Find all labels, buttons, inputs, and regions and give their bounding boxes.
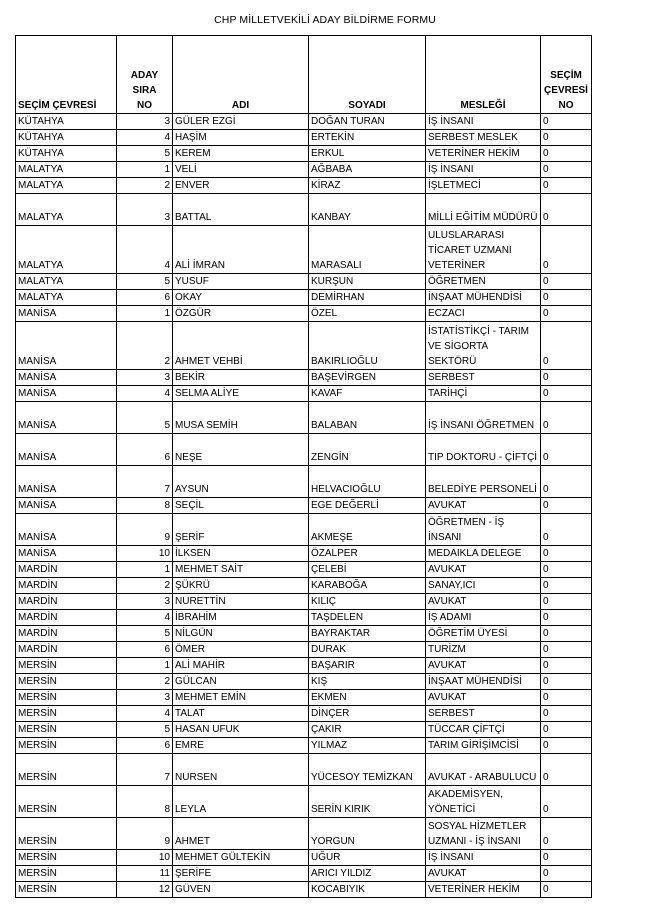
document-title: CHP MİLLETVEKİLİ ADAY BİLDİRME FORMU [214, 14, 436, 26]
cell-aday-sira-no: 3 [117, 194, 173, 226]
cell-aday-sira-no: 3 [117, 370, 173, 386]
cell-secim-cevresi-no: 0 [541, 786, 592, 818]
cell-soyadi: BAŞARIR [309, 658, 426, 674]
cell-secim-cevresi: MARDİN [16, 610, 117, 626]
cell-adi: ŞERİFE [173, 866, 309, 882]
cell-secim-cevresi-no: 0 [541, 738, 592, 754]
cell-secim-cevresi: MERSİN [16, 690, 117, 706]
cell-secim-cevresi-no: 0 [541, 562, 592, 578]
cell-adi: AHMET [173, 818, 309, 850]
cell-soyadi: DOĞAN TURAN [309, 114, 426, 130]
cell-secim-cevresi: MARDİN [16, 578, 117, 594]
cell-aday-sira-no: 7 [117, 754, 173, 786]
cell-secim-cevresi-no: 0 [541, 578, 592, 594]
cell-secim-cevresi-no: 0 [541, 594, 592, 610]
cell-adi: GÜVEN [173, 882, 309, 898]
cell-meslegi: TARIM GİRİŞİMCİSİ [426, 738, 541, 754]
header-soyadi: SOYADI [309, 36, 426, 114]
cell-aday-sira-no: 4 [117, 610, 173, 626]
cell-meslegi: MİLLİ EĞİTİM MÜDÜRÜ [426, 194, 541, 226]
cell-soyadi: ARICI YILDIZ [309, 866, 426, 882]
cell-aday-sira-no: 1 [117, 562, 173, 578]
cell-secim-cevresi: MARDİN [16, 626, 117, 642]
table-row [16, 274, 592, 290]
table-row [16, 370, 592, 386]
cell-adi: ENVER [173, 178, 309, 194]
cell-meslegi: TIP DOKTORU - ÇİFTÇİ [426, 434, 541, 466]
cell-adi: SELMA ALİYE [173, 386, 309, 402]
cell-secim-cevresi: MANİSA [16, 498, 117, 514]
cell-secim-cevresi-no: 0 [541, 546, 592, 562]
cell-meslegi: İSTATİSTİKÇİ - TARIM VE SİGORTA SEKTÖRÜ [426, 322, 541, 370]
cell-adi: MEHMET GÜLTEKİN [173, 850, 309, 866]
cell-meslegi: AVUKAT [426, 498, 541, 514]
cell-secim-cevresi: MARDİN [16, 562, 117, 578]
cell-secim-cevresi: MERSİN [16, 658, 117, 674]
cell-meslegi: İNŞAAT MÜHENDİSİ [426, 290, 541, 306]
table-row [16, 290, 592, 306]
cell-meslegi: İŞ İNSANI [426, 114, 541, 130]
cell-secim-cevresi: MALATYA [16, 178, 117, 194]
cell-soyadi: ÇAKIR [309, 722, 426, 738]
cell-meslegi: İŞLETMECİ [426, 178, 541, 194]
cell-aday-sira-no: 2 [117, 674, 173, 690]
cell-soyadi: KAVAF [309, 386, 426, 402]
cell-adi: EMRE [173, 738, 309, 754]
cell-meslegi: SERBEST [426, 370, 541, 386]
cell-secim-cevresi: KÜTAHYA [16, 130, 117, 146]
cell-aday-sira-no: 5 [117, 626, 173, 642]
cell-adi: ÖZGÜR [173, 306, 309, 322]
cell-adi: İLKSEN [173, 546, 309, 562]
cell-secim-cevresi: MANİSA [16, 402, 117, 434]
cell-adi: AHMET VEHBİ [173, 322, 309, 370]
cell-meslegi: İNŞAAT MÜHENDİSİ [426, 674, 541, 690]
cell-meslegi: TURİZM [426, 642, 541, 658]
cell-secim-cevresi-no: 0 [541, 194, 592, 226]
header-secim-cevresi-no: SEÇİM ÇEVRESİ NO [541, 36, 592, 114]
cell-meslegi: ÖĞRETMEN [426, 274, 541, 290]
cell-secim-cevresi: MANİSA [16, 322, 117, 370]
cell-adi: MUSA SEMİH [173, 402, 309, 434]
cell-aday-sira-no: 2 [117, 322, 173, 370]
cell-secim-cevresi-no: 0 [541, 274, 592, 290]
table-row [16, 514, 592, 546]
cell-secim-cevresi: MERSİN [16, 754, 117, 786]
cell-secim-cevresi-no: 0 [541, 146, 592, 162]
cell-soyadi: ERKUL [309, 146, 426, 162]
cell-secim-cevresi: MALATYA [16, 194, 117, 226]
cell-soyadi: BAKIRLIOĞLU [309, 322, 426, 370]
table-row [16, 754, 592, 786]
table-row [16, 610, 592, 626]
header-adi: ADI [173, 36, 309, 114]
table-row [16, 674, 592, 690]
cell-secim-cevresi-no: 0 [541, 674, 592, 690]
cell-soyadi: YÜCESOY TEMİZKAN [309, 754, 426, 786]
cell-aday-sira-no: 2 [117, 178, 173, 194]
cell-secim-cevresi: KÜTAHYA [16, 114, 117, 130]
cell-aday-sira-no: 4 [117, 130, 173, 146]
table-row [16, 466, 592, 498]
cell-meslegi: AVUKAT [426, 658, 541, 674]
cell-aday-sira-no: 9 [117, 514, 173, 546]
cell-meslegi: ECZACI [426, 306, 541, 322]
cell-secim-cevresi-no: 0 [541, 498, 592, 514]
table-row [16, 786, 592, 818]
cell-soyadi: KIŞ [309, 674, 426, 690]
cell-adi: SEÇİL [173, 498, 309, 514]
cell-secim-cevresi: MARDİN [16, 594, 117, 610]
cell-aday-sira-no: 5 [117, 722, 173, 738]
cell-secim-cevresi-no: 0 [541, 658, 592, 674]
cell-adi: OKAY [173, 290, 309, 306]
cell-secim-cevresi: MALATYA [16, 226, 117, 274]
table-row [16, 562, 592, 578]
cell-adi: VELİ [173, 162, 309, 178]
cell-meslegi: ÖĞRETMEN - İŞ İNSANI [426, 514, 541, 546]
cell-aday-sira-no: 3 [117, 114, 173, 130]
cell-adi: ŞÜKRÜ [173, 578, 309, 594]
cell-secim-cevresi: MANİSA [16, 514, 117, 546]
cell-meslegi: İŞ ADAMI [426, 610, 541, 626]
cell-aday-sira-no: 8 [117, 786, 173, 818]
cell-secim-cevresi-no: 0 [541, 114, 592, 130]
table-row [16, 434, 592, 466]
cell-secim-cevresi-no: 0 [541, 610, 592, 626]
cell-adi: HAŞİM [173, 130, 309, 146]
cell-meslegi: SERBEST MESLEK [426, 130, 541, 146]
cell-soyadi: DURAK [309, 642, 426, 658]
cell-adi: NİLGÜN [173, 626, 309, 642]
cell-aday-sira-no: 1 [117, 658, 173, 674]
header-secim-cevresi: SEÇİM ÇEVRESİ [16, 36, 117, 114]
table-row [16, 322, 592, 370]
cell-secim-cevresi-no: 0 [541, 386, 592, 402]
cell-secim-cevresi-no: 0 [541, 466, 592, 498]
cell-meslegi: TÜCCAR ÇİFTÇİ [426, 722, 541, 738]
cell-soyadi: KANBAY [309, 194, 426, 226]
cell-adi: AYSUN [173, 466, 309, 498]
cell-secim-cevresi: MERSİN [16, 866, 117, 882]
table-row [16, 226, 592, 274]
cell-meslegi: İŞ İNSANI ÖĞRETMEN [426, 402, 541, 434]
cell-aday-sira-no: 12 [117, 882, 173, 898]
cell-adi: ÖMER [173, 642, 309, 658]
table-row [16, 738, 592, 754]
cell-meslegi: MEDAIKLA DELEGE [426, 546, 541, 562]
cell-secim-cevresi-no: 0 [541, 322, 592, 370]
cell-soyadi: HELVACIOĞLU [309, 466, 426, 498]
table-row [16, 498, 592, 514]
cell-secim-cevresi: MERSİN [16, 738, 117, 754]
cell-secim-cevresi: MERSİN [16, 674, 117, 690]
cell-secim-cevresi-no: 0 [541, 754, 592, 786]
cell-secim-cevresi: MALATYA [16, 290, 117, 306]
cell-secim-cevresi-no: 0 [541, 178, 592, 194]
table-row [16, 578, 592, 594]
cell-aday-sira-no: 6 [117, 738, 173, 754]
table-row [16, 722, 592, 738]
cell-secim-cevresi: MERSİN [16, 722, 117, 738]
cell-secim-cevresi-no: 0 [541, 866, 592, 882]
cell-aday-sira-no: 3 [117, 594, 173, 610]
cell-secim-cevresi-no: 0 [541, 706, 592, 722]
cell-soyadi: KİRAZ [309, 178, 426, 194]
header-aday-sira-no: ADAY SIRA NO [117, 36, 173, 114]
table-row [16, 642, 592, 658]
cell-secim-cevresi-no: 0 [541, 306, 592, 322]
cell-aday-sira-no: 10 [117, 850, 173, 866]
cell-meslegi: VETERİNER HEKİM [426, 882, 541, 898]
cell-adi: MEHMET SAİT [173, 562, 309, 578]
cell-secim-cevresi-no: 0 [541, 514, 592, 546]
cell-secim-cevresi: MALATYA [16, 162, 117, 178]
cell-adi: ŞERİF [173, 514, 309, 546]
cell-secim-cevresi-no: 0 [541, 850, 592, 866]
cell-soyadi: ERTEKİN [309, 130, 426, 146]
cell-soyadi: KILIÇ [309, 594, 426, 610]
cell-secim-cevresi-no: 0 [541, 402, 592, 434]
cell-adi: LEYLA [173, 786, 309, 818]
cell-aday-sira-no: 5 [117, 274, 173, 290]
cell-soyadi: BALABAN [309, 402, 426, 434]
cell-secim-cevresi-no: 0 [541, 162, 592, 178]
cell-aday-sira-no: 3 [117, 690, 173, 706]
cell-soyadi: AĞBABA [309, 162, 426, 178]
cell-secim-cevresi: MALATYA [16, 274, 117, 290]
cell-adi: KEREM [173, 146, 309, 162]
cell-secim-cevresi: MANİSA [16, 386, 117, 402]
cell-secim-cevresi-no: 0 [541, 882, 592, 898]
cell-soyadi: YILMAZ [309, 738, 426, 754]
cell-aday-sira-no: 4 [117, 706, 173, 722]
cell-adi: İBRAHİM [173, 610, 309, 626]
table-row [16, 114, 592, 130]
table-row [16, 546, 592, 562]
cell-adi: MEHMET EMİN [173, 690, 309, 706]
table-row [16, 306, 592, 322]
table-row [16, 178, 592, 194]
table-row [16, 866, 592, 882]
cell-soyadi: KURŞUN [309, 274, 426, 290]
cell-soyadi: KOCABIYIK [309, 882, 426, 898]
cell-meslegi: SERBEST [426, 706, 541, 722]
table-row [16, 626, 592, 642]
cell-secim-cevresi: MERSİN [16, 786, 117, 818]
cell-soyadi: MARASALI [309, 226, 426, 274]
cell-aday-sira-no: 5 [117, 402, 173, 434]
cell-soyadi: EKMEN [309, 690, 426, 706]
cell-adi: YUSUF [173, 274, 309, 290]
cell-meslegi: ÖĞRETİM ÜYESİ [426, 626, 541, 642]
cell-soyadi: BAŞEVİRGEN [309, 370, 426, 386]
table-row [16, 658, 592, 674]
cell-meslegi: AKADEMİSYEN, YÖNETİCİ [426, 786, 541, 818]
cell-adi: ALİ İMRAN [173, 226, 309, 274]
cell-secim-cevresi: MERSİN [16, 706, 117, 722]
cell-secim-cevresi: MERSİN [16, 850, 117, 866]
cell-secim-cevresi-no: 0 [541, 642, 592, 658]
table-row [16, 690, 592, 706]
candidate-table [15, 35, 592, 898]
cell-soyadi: UĞUR [309, 850, 426, 866]
cell-soyadi: KARABOĞA [309, 578, 426, 594]
table-row [16, 882, 592, 898]
cell-secim-cevresi: MANİSA [16, 466, 117, 498]
cell-meslegi: AVUKAT [426, 594, 541, 610]
cell-meslegi: İŞ İNSANI [426, 850, 541, 866]
cell-aday-sira-no: 9 [117, 818, 173, 850]
cell-soyadi: DİNÇER [309, 706, 426, 722]
cell-soyadi: EGE DEĞERLİ [309, 498, 426, 514]
cell-adi: BATTAL [173, 194, 309, 226]
cell-soyadi: AKMEŞE [309, 514, 426, 546]
table-row [16, 194, 592, 226]
cell-meslegi: SANAY,ICI [426, 578, 541, 594]
cell-adi: ALİ MAHİR [173, 658, 309, 674]
table-row [16, 594, 592, 610]
cell-soyadi: BAYRAKTAR [309, 626, 426, 642]
cell-secim-cevresi-no: 0 [541, 226, 592, 274]
cell-adi: NURETTİN [173, 594, 309, 610]
cell-meslegi: İŞ İNSANI [426, 162, 541, 178]
cell-meslegi: SOSYAL HİZMETLER UZMANI - İŞ İNSANI [426, 818, 541, 850]
header-meslegi: MESLEĞİ [426, 36, 541, 114]
cell-soyadi: ÖZALPER [309, 546, 426, 562]
cell-secim-cevresi-no: 0 [541, 130, 592, 146]
cell-meslegi: AVUKAT [426, 562, 541, 578]
cell-secim-cevresi-no: 0 [541, 290, 592, 306]
cell-aday-sira-no: 6 [117, 290, 173, 306]
cell-secim-cevresi-no: 0 [541, 370, 592, 386]
cell-secim-cevresi-no: 0 [541, 434, 592, 466]
cell-aday-sira-no: 4 [117, 226, 173, 274]
cell-adi: NEŞE [173, 434, 309, 466]
cell-aday-sira-no: 6 [117, 642, 173, 658]
cell-aday-sira-no: 7 [117, 466, 173, 498]
cell-aday-sira-no: 11 [117, 866, 173, 882]
cell-adi: NURSEN [173, 754, 309, 786]
table-row [16, 818, 592, 850]
cell-adi: HASAN UFUK [173, 722, 309, 738]
table-row [16, 402, 592, 434]
cell-meslegi: AVUKAT [426, 690, 541, 706]
cell-secim-cevresi: MANİSA [16, 434, 117, 466]
cell-secim-cevresi: MERSİN [16, 882, 117, 898]
cell-aday-sira-no: 6 [117, 434, 173, 466]
cell-adi: BEKİR [173, 370, 309, 386]
cell-secim-cevresi-no: 0 [541, 818, 592, 850]
header-row [16, 36, 592, 114]
table-row [16, 130, 592, 146]
cell-adi: TALAT [173, 706, 309, 722]
cell-soyadi: ÖZEL [309, 306, 426, 322]
table-row [16, 162, 592, 178]
cell-secim-cevresi-no: 0 [541, 690, 592, 706]
cell-secim-cevresi: KÜTAHYA [16, 146, 117, 162]
cell-soyadi: YORGUN [309, 818, 426, 850]
cell-soyadi: DEMİRHAN [309, 290, 426, 306]
table-row [16, 706, 592, 722]
cell-secim-cevresi: MANİSA [16, 306, 117, 322]
cell-meslegi: TARİHÇİ [426, 386, 541, 402]
cell-secim-cevresi-no: 0 [541, 626, 592, 642]
cell-aday-sira-no: 8 [117, 498, 173, 514]
cell-meslegi: AVUKAT - ARABULUCU [426, 754, 541, 786]
cell-meslegi: ULUSLARARASI TİCARET UZMANI VETERİNER [426, 226, 541, 274]
cell-aday-sira-no: 1 [117, 162, 173, 178]
cell-adi: GÜLCAN [173, 674, 309, 690]
table-row [16, 850, 592, 866]
cell-aday-sira-no: 10 [117, 546, 173, 562]
cell-aday-sira-no: 1 [117, 306, 173, 322]
cell-soyadi: ZENGİN [309, 434, 426, 466]
cell-aday-sira-no: 5 [117, 146, 173, 162]
cell-meslegi: VETERİNER HEKİM [426, 146, 541, 162]
cell-secim-cevresi-no: 0 [541, 722, 592, 738]
cell-secim-cevresi: MARDİN [16, 642, 117, 658]
cell-aday-sira-no: 2 [117, 578, 173, 594]
cell-secim-cevresi: MANİSA [16, 546, 117, 562]
cell-soyadi: SERİN KIRIK [309, 786, 426, 818]
cell-aday-sira-no: 4 [117, 386, 173, 402]
cell-secim-cevresi: MERSİN [16, 818, 117, 850]
cell-meslegi: AVUKAT [426, 866, 541, 882]
table-row [16, 146, 592, 162]
cell-soyadi: TAŞDELEN [309, 610, 426, 626]
cell-soyadi: ÇELEBİ [309, 562, 426, 578]
cell-secim-cevresi: MANİSA [16, 370, 117, 386]
cell-adi: GÜLER EZGİ [173, 114, 309, 130]
cell-meslegi: BELEDİYE PERSONELİ [426, 466, 541, 498]
table-row [16, 386, 592, 402]
